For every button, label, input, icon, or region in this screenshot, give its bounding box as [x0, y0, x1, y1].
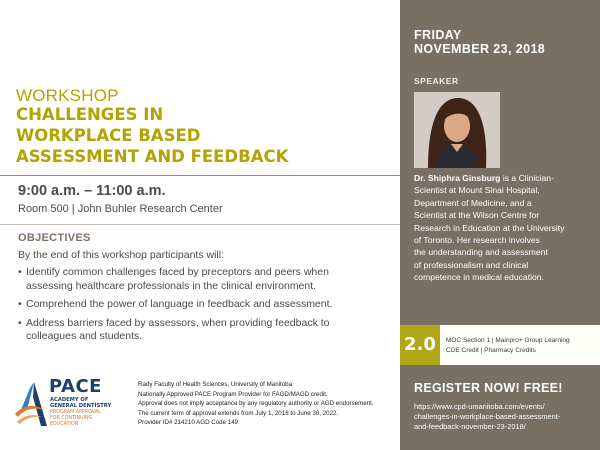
objectives-heading: OBJECTIVES [18, 232, 91, 244]
bio-line: competence in medical education. [414, 272, 544, 283]
list-item [18, 266, 390, 293]
speaker-bio [414, 172, 596, 284]
bio-line [414, 172, 596, 184]
accreditation-line: The current term of approval extends from July 1, 2018 to June 30, 2022. [138, 409, 339, 417]
accreditation-line: Rady Faculty of Health Sciences, University of Manitoba [138, 381, 293, 388]
pace-name: PACE [49, 376, 102, 397]
credits-band [400, 325, 600, 365]
url-line[interactable]: and-feedback-november-23-2018/ [414, 422, 526, 432]
sidebar [400, 0, 600, 450]
workshop-room: Room 500 | John Buhler Research Center [18, 203, 223, 215]
pace-line: PROGRAM APPROVAL [50, 410, 101, 415]
speaker-portrait-icon [414, 92, 500, 168]
credits-line: MOC Section 1 | Mainpro+ Group Learning [446, 337, 570, 344]
accreditation-line: Nationally Approved PACE Program Provider for FAGD/MAGD credit. [138, 390, 328, 398]
accreditation-text [138, 380, 396, 428]
bullet-icon: • [18, 266, 22, 278]
pace-line: ACADEMY OF [50, 397, 89, 403]
objectives-intro: By the end of this workshop participants will: [18, 249, 225, 261]
speaker-photo [414, 92, 500, 168]
divider [0, 224, 400, 225]
bio-line: Scientist at Mount Sinai Hospital, [414, 185, 540, 196]
workshop-label: WORKSHOP [16, 86, 119, 105]
bio-line: Department of Medicine, and a [414, 197, 532, 208]
url-line[interactable]: challenges-in-workplace-based-assessment- [414, 412, 561, 422]
pace-a-mark-icon [14, 380, 48, 428]
list-item-line: colleagues and students. [26, 330, 143, 342]
list-item [18, 317, 390, 344]
credits-square [400, 325, 440, 365]
list-item-line: Comprehend the power of language in feedback and assessment. [26, 298, 333, 310]
bio-line: Research in Education at the University [414, 222, 565, 233]
accreditation-line: Approval does not imply acceptance by any regulatory authority or AGD endorsement. [138, 400, 374, 408]
bullet-icon: • [18, 298, 22, 310]
url-line[interactable]: https://www.cpd-umanitoba.com/events/ [414, 402, 545, 411]
objectives-list [18, 266, 390, 349]
title-line: ASSESSMENT AND FEEDBACK [16, 147, 289, 166]
accreditation-line: Provider ID# 214210 AGD Code 149 [138, 419, 239, 427]
credits-value: 2.0 [404, 334, 436, 355]
list-item-line: assessing healthcare professionals in the clinical environment. [26, 279, 317, 292]
bio-line: Scientist at the Wilson Centre for [414, 210, 540, 221]
credits-line: CDE Credit | Pharmacy Credits [446, 347, 536, 354]
list-item [18, 298, 390, 312]
list-item-line: Identify common challenges faced by preceptors and peers when [26, 266, 329, 278]
pace-line: FOR CONTINUING [50, 416, 93, 421]
speaker-name: Dr. Shiphra Ginsburg [414, 173, 501, 183]
workshop-time: 9:00 a.m. – 11:00 a.m. [18, 183, 166, 199]
event-day: FRIDAY [414, 28, 462, 42]
bio-line: of Toronto. Her research involves [414, 235, 540, 246]
list-item-line: Address barriers faced by assessors, when providing feedback to [26, 316, 330, 329]
pace-line: EDUCATION [50, 422, 79, 427]
title-line: CHALLENGES IN [16, 105, 164, 124]
pace-logo [14, 376, 132, 436]
bullet-icon: • [18, 316, 22, 329]
bio-line: of professionalism and clinical [414, 259, 529, 270]
bio-line: the understanding and assessment [414, 247, 548, 258]
event-date: NOVEMBER 23, 2018 [414, 42, 546, 56]
pace-line: GENERAL DENTISTRY [50, 403, 112, 409]
register-heading: REGISTER NOW! FREE! [414, 381, 563, 395]
register-link[interactable] [414, 402, 596, 433]
workshop-title [16, 104, 396, 167]
divider [0, 175, 400, 176]
title-line: WORKPLACE BASED [16, 126, 201, 145]
bio-line-rest: is a Clinician- [500, 173, 554, 183]
speaker-label: SPEAKER [414, 76, 459, 86]
